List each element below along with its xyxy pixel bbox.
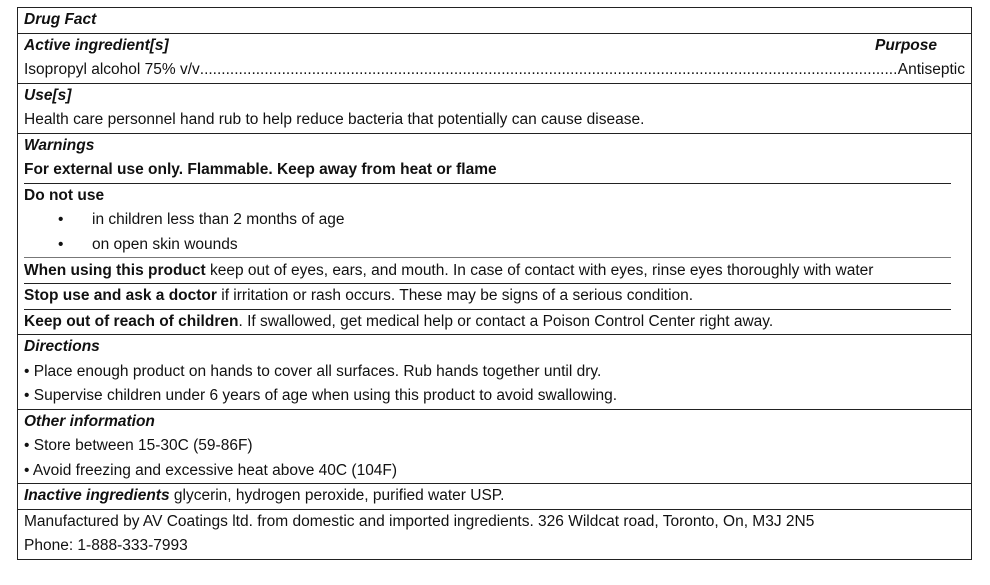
directions-item: • Place enough product on hands to cover all surfaces. Rub hands together until dry. [24, 362, 602, 380]
when-using-warning [24, 258, 951, 284]
when-using-text: keep out of eyes, ears, and mouth. In case of contact with eyes, rinse eyes thoroughly with water [205, 262, 874, 279]
active-header-line [24, 34, 965, 59]
do-not-use-item-text: in children less than 2 months of age [92, 211, 345, 228]
bullet-glyph: • [58, 235, 64, 253]
directions-section [18, 334, 971, 409]
dot-leader [200, 58, 898, 83]
when-using-label: When using this product [24, 262, 206, 279]
panel-title: Drug Fact [24, 11, 97, 28]
manufacturer-info: Manufactured by AV Coatings ltd. from domestic and imported ingredients. 326 Wildcat road, Toronto, On, M3J 2N5 [24, 512, 815, 530]
do-not-use-item [24, 233, 951, 259]
manufacturer-phone: Phone: 1-888-333-7993 [24, 537, 188, 554]
directions-item: • Supervise children under 6 years of age when using this product to avoid swallowing. [24, 387, 618, 404]
other-information-heading: Other information [24, 412, 155, 430]
inactive-ingredients-text: glycerin, hydrogen peroxide, purified water USP. [169, 487, 505, 504]
inactive-ingredients-line [24, 484, 965, 509]
uses-heading: Use[s] [24, 86, 72, 104]
active-ingredient-line [24, 58, 965, 83]
keep-out-text: . If swallowed, get medical help or contact a Poison Control Center right away. [238, 312, 774, 330]
keep-out-label: Keep out of reach of children [24, 312, 239, 330]
title-section [18, 8, 971, 33]
other-information-section [18, 409, 971, 484]
keep-out-warning [24, 310, 965, 335]
do-not-use-heading: Do not use [24, 186, 105, 204]
bullet-glyph: • [58, 211, 64, 228]
do-not-use-item-text: on open skin wounds [92, 235, 238, 253]
other-information-item: • Avoid freezing and excessive heat above 40C (104F) [24, 461, 398, 479]
warnings-section [18, 133, 971, 335]
active-ingredient-heading: Active ingredient[s] [24, 36, 169, 54]
directions-heading: Directions [24, 338, 100, 355]
do-not-use-item [24, 208, 965, 233]
external-use-warning: For external use only. Flammable. Keep away from heat or flame [24, 158, 951, 184]
warnings-heading: Warnings [24, 136, 95, 154]
stop-use-label: Stop use and ask a doctor [24, 287, 217, 304]
manufacturer-section [18, 509, 971, 559]
active-ingredient-section [18, 33, 971, 83]
stop-use-text: if irritation or rash occurs. These may be signs of a serious condition. [216, 287, 694, 304]
stop-use-warning [24, 284, 951, 310]
drug-facts-panel [17, 7, 972, 560]
active-ingredient-name: Isopropyl alcohol 75% v/v [24, 61, 200, 78]
inactive-ingredients-section [18, 483, 971, 509]
purpose-heading: Purpose [874, 36, 937, 54]
uses-section [18, 83, 971, 133]
active-ingredient-purpose: Antiseptic [897, 61, 965, 78]
inactive-ingredients-label: Inactive ingredients [24, 487, 170, 504]
other-information-item: • Store between 15-30C (59-86F) [24, 437, 253, 454]
uses-text: Health care personnel hand rub to help reduce bacteria that potentially can cause disease. [24, 111, 645, 128]
